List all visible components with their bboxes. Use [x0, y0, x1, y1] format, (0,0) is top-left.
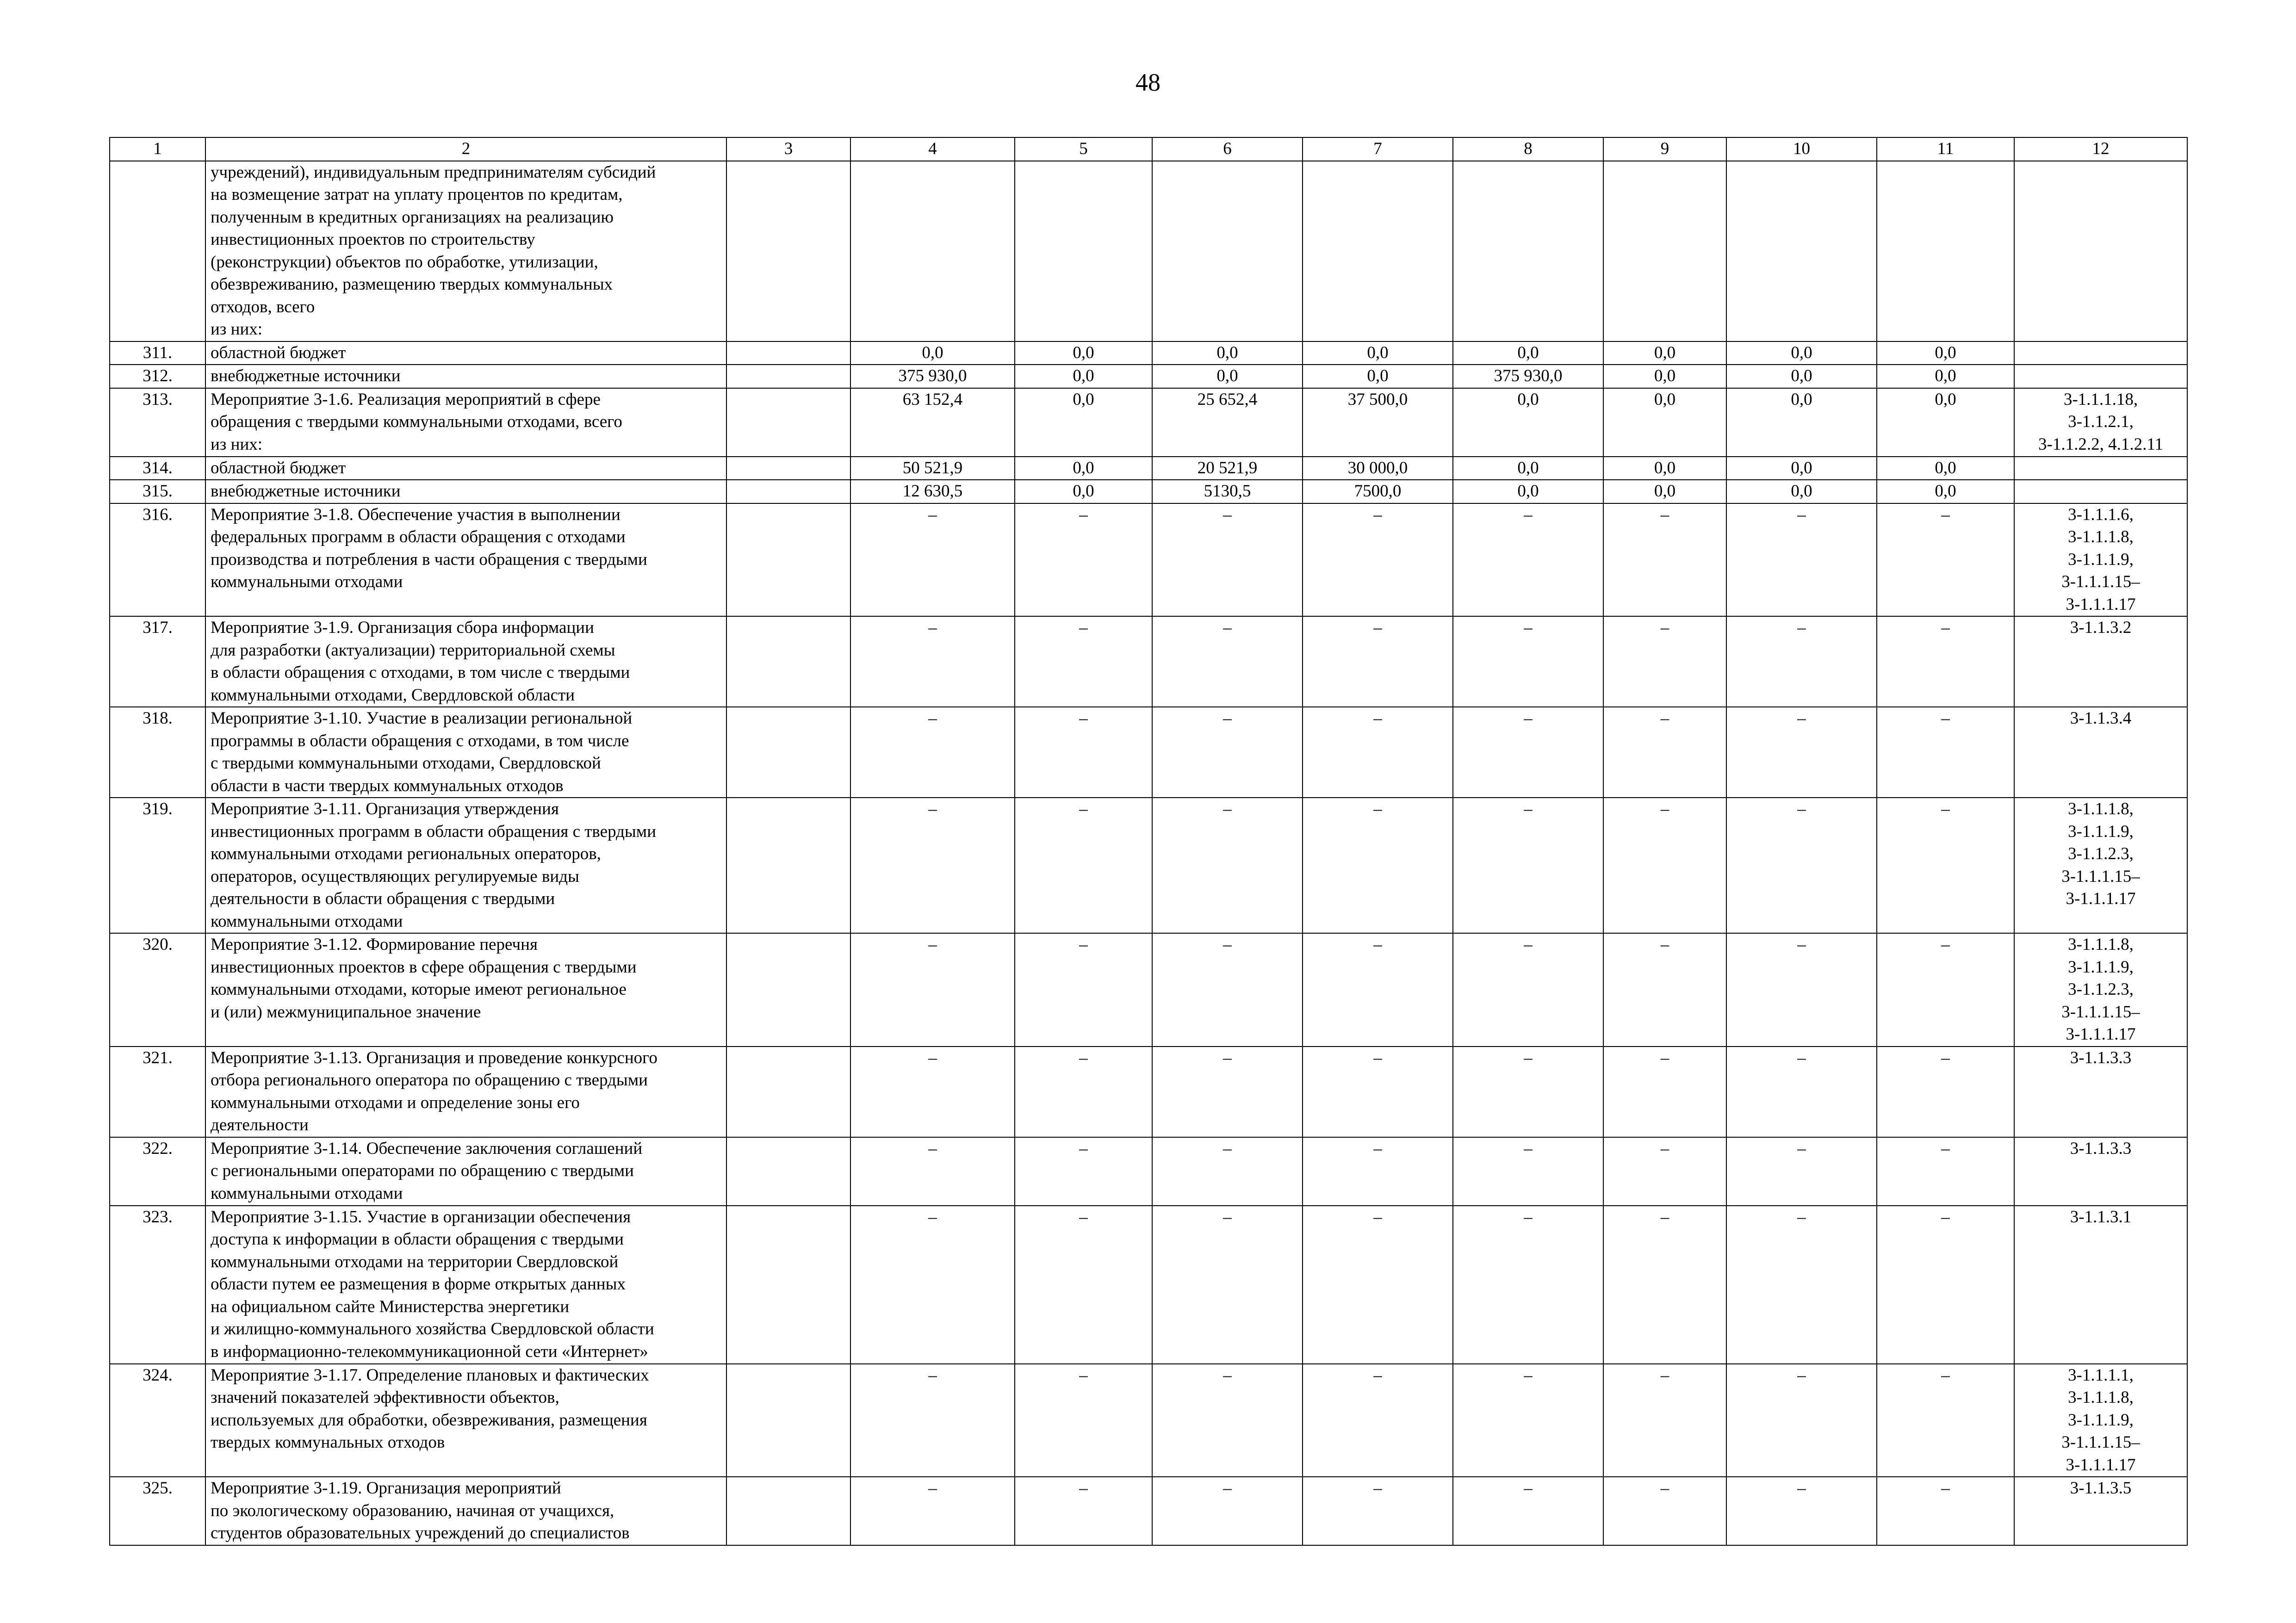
col-8-value: –	[1453, 1364, 1603, 1477]
col-10-value: –	[1726, 1137, 1877, 1206]
col-8-value: 0,0	[1453, 341, 1603, 365]
col-9-value	[1603, 161, 1726, 341]
col-4-value: –	[850, 1364, 1015, 1477]
col-10-value: 0,0	[1726, 365, 1877, 388]
activity-name: Мероприятие 3-1.8. Обеспечение участия в выполнении федеральных программ в области обращения с отходами производства и потребления в части обращения с твердыми коммунальными отходами	[205, 503, 726, 617]
col-6-value: –	[1152, 707, 1303, 798]
table-row	[110, 388, 2187, 457]
col-9-value: –	[1603, 1206, 1726, 1364]
col-4-value: 63 152,4	[850, 388, 1015, 457]
table-row	[110, 1047, 2187, 1137]
column-header: 11	[1877, 137, 2014, 161]
row-number: 319.	[110, 798, 205, 933]
table-row	[110, 1364, 2187, 1477]
col-9-value: –	[1603, 503, 1726, 617]
col-5-value: 0,0	[1015, 457, 1152, 480]
column-header: 9	[1603, 137, 1726, 161]
col-7-value: –	[1303, 1364, 1453, 1477]
col-6-value: –	[1152, 1047, 1303, 1137]
col-5-value: –	[1015, 933, 1152, 1047]
col-7-value: –	[1303, 933, 1453, 1047]
col-3-value	[726, 365, 850, 388]
target-indicators	[2014, 480, 2187, 503]
col-8-value: –	[1453, 503, 1603, 617]
row-number: 314.	[110, 457, 205, 480]
row-number: 317.	[110, 616, 205, 707]
col-7-value: –	[1303, 798, 1453, 933]
col-6-value: 0,0	[1152, 341, 1303, 365]
table-row	[110, 1477, 2187, 1545]
col-4-value: –	[850, 1206, 1015, 1364]
row-number: 312.	[110, 365, 205, 388]
col-10-value: 0,0	[1726, 341, 1877, 365]
col-11-value: 0,0	[1877, 480, 2014, 503]
col-3-value	[726, 161, 850, 341]
activity-name: областной бюджет	[205, 341, 726, 365]
column-header: 2	[205, 137, 726, 161]
col-10-value: –	[1726, 798, 1877, 933]
table-row	[110, 798, 2187, 933]
col-6-value: 25 652,4	[1152, 388, 1303, 457]
col-11-value: –	[1877, 503, 2014, 617]
col-10-value: –	[1726, 1364, 1877, 1477]
col-7-value: 0,0	[1303, 341, 1453, 365]
col-6-value: –	[1152, 798, 1303, 933]
activity-name: Мероприятие 3-1.13. Организация и проведение конкурсного отбора регионального оператора по обращению с твердыми коммунальными отходами и определение зоны его деятельности	[205, 1047, 726, 1137]
row-number: 316.	[110, 503, 205, 617]
col-9-value: –	[1603, 616, 1726, 707]
col-9-value: –	[1603, 1477, 1726, 1545]
target-indicators: 3-1.1.1.1, 3-1.1.1.8, 3-1.1.1.9, 3-1.1.1.15– 3-1.1.1.17	[2014, 1364, 2187, 1477]
col-10-value: –	[1726, 1477, 1877, 1545]
col-9-value: –	[1603, 1364, 1726, 1477]
col-6-value: –	[1152, 616, 1303, 707]
col-10-value: –	[1726, 503, 1877, 617]
col-8-value: –	[1453, 707, 1603, 798]
col-7-value: –	[1303, 1137, 1453, 1206]
col-10-value: –	[1726, 933, 1877, 1047]
col-5-value: –	[1015, 616, 1152, 707]
activity-name: Мероприятие 3-1.12. Формирование перечня инвестиционных проектов в сфере обращения с твердыми коммунальными отходами, которые имеют региональное и (или) межмуниципальное значение	[205, 933, 726, 1047]
col-7-value	[1303, 161, 1453, 341]
table-row	[110, 616, 2187, 707]
col-8-value: –	[1453, 616, 1603, 707]
target-indicators: 3-1.1.3.5	[2014, 1477, 2187, 1545]
col-10-value	[1726, 161, 1877, 341]
col-9-value: 0,0	[1603, 480, 1726, 503]
col-10-value: 0,0	[1726, 480, 1877, 503]
row-number: 320.	[110, 933, 205, 1047]
program-table	[109, 137, 2188, 1546]
col-4-value: –	[850, 616, 1015, 707]
column-header: 10	[1726, 137, 1877, 161]
col-11-value: –	[1877, 707, 2014, 798]
col-11-value	[1877, 161, 2014, 341]
table-row	[110, 365, 2187, 388]
col-7-value: 0,0	[1303, 365, 1453, 388]
row-number: 311.	[110, 341, 205, 365]
col-11-value: –	[1877, 798, 2014, 933]
col-4-value: –	[850, 1137, 1015, 1206]
activity-name: Мероприятие 3-1.9. Организация сбора информации для разработки (актуализации) территориальной схемы в области обращения с отходами, в том числе с твердыми коммунальными отходами, Свердловской области	[205, 616, 726, 707]
row-number: 323.	[110, 1206, 205, 1364]
activity-name: Мероприятие 3-1.15. Участие в организации обеспечения доступа к информации в области обращения с твердыми коммунальными отходами на территории Свердловской области путем ее размещения в форме открытых данных на официальном сайте Министерства энергетики и жилищно-коммунального хозяйства Свердловской области в информационно-телекоммуникационной сети «Интернет»	[205, 1206, 726, 1364]
col-3-value	[726, 1364, 850, 1477]
col-9-value: –	[1603, 1047, 1726, 1137]
col-5-value: 0,0	[1015, 341, 1152, 365]
target-indicators: 3-1.1.1.8, 3-1.1.1.9, 3-1.1.2.3, 3-1.1.1.15– 3-1.1.1.17	[2014, 798, 2187, 933]
row-number: 315.	[110, 480, 205, 503]
col-8-value	[1453, 161, 1603, 341]
col-4-value: –	[850, 707, 1015, 798]
col-6-value: –	[1152, 1206, 1303, 1364]
col-5-value: –	[1015, 1047, 1152, 1137]
col-5-value: –	[1015, 1477, 1152, 1545]
col-6-value: 0,0	[1152, 365, 1303, 388]
col-5-value	[1015, 161, 1152, 341]
col-11-value: –	[1877, 933, 2014, 1047]
col-7-value: –	[1303, 1047, 1453, 1137]
col-6-value: –	[1152, 1364, 1303, 1477]
col-8-value: –	[1453, 1137, 1603, 1206]
page-number: 48	[1136, 68, 1160, 96]
col-4-value	[850, 161, 1015, 341]
col-7-value: 30 000,0	[1303, 457, 1453, 480]
col-10-value: –	[1726, 616, 1877, 707]
table-row	[110, 503, 2187, 617]
col-3-value	[726, 388, 850, 457]
col-8-value: 0,0	[1453, 457, 1603, 480]
col-6-value: 20 521,9	[1152, 457, 1303, 480]
col-3-value	[726, 341, 850, 365]
col-11-value: 0,0	[1877, 341, 2014, 365]
table-row	[110, 161, 2187, 341]
col-9-value: 0,0	[1603, 341, 1726, 365]
row-number: 322.	[110, 1137, 205, 1206]
col-7-value: –	[1303, 1206, 1453, 1364]
col-4-value: 375 930,0	[850, 365, 1015, 388]
col-11-value: –	[1877, 1137, 2014, 1206]
col-3-value	[726, 616, 850, 707]
col-5-value: –	[1015, 1137, 1152, 1206]
column-header: 5	[1015, 137, 1152, 161]
col-5-value: 0,0	[1015, 480, 1152, 503]
col-5-value: 0,0	[1015, 388, 1152, 457]
activity-name: внебюджетные источники	[205, 480, 726, 503]
target-indicators: 3-1.1.3.1	[2014, 1206, 2187, 1364]
col-8-value: –	[1453, 1206, 1603, 1364]
col-7-value: –	[1303, 1477, 1453, 1545]
col-10-value: –	[1726, 707, 1877, 798]
col-8-value: 0,0	[1453, 388, 1603, 457]
col-10-value: 0,0	[1726, 457, 1877, 480]
target-indicators	[2014, 161, 2187, 341]
target-indicators: 3-1.1.3.2	[2014, 616, 2187, 707]
col-8-value: –	[1453, 798, 1603, 933]
row-number: 318.	[110, 707, 205, 798]
col-7-value: –	[1303, 503, 1453, 617]
column-header: 3	[726, 137, 850, 161]
col-11-value: –	[1877, 1477, 2014, 1545]
col-4-value: 50 521,9	[850, 457, 1015, 480]
row-number: 324.	[110, 1364, 205, 1477]
col-3-value	[726, 457, 850, 480]
col-7-value: –	[1303, 707, 1453, 798]
table-row	[110, 1206, 2187, 1364]
col-5-value: –	[1015, 1364, 1152, 1477]
target-indicators: 3-1.1.3.3	[2014, 1137, 2187, 1206]
col-3-value	[726, 1137, 850, 1206]
table-row	[110, 457, 2187, 480]
col-11-value: –	[1877, 1206, 2014, 1364]
col-8-value: 375 930,0	[1453, 365, 1603, 388]
col-9-value: 0,0	[1603, 457, 1726, 480]
activity-name: Мероприятие 3-1.6. Реализация мероприятий в сфере обращения с твердыми коммунальными отходами, всего из них:	[205, 388, 726, 457]
row-number: 325.	[110, 1477, 205, 1545]
activity-name: Мероприятие 3-1.11. Организация утверждения инвестиционных программ в области обращения с твердыми коммунальными отходами региональных операторов, операторов, осуществляющих регулируемые виды деятельности в области обращения с твердыми коммунальными отходами	[205, 798, 726, 933]
col-9-value: –	[1603, 798, 1726, 933]
col-10-value: –	[1726, 1047, 1877, 1137]
header-row	[110, 137, 2187, 161]
col-4-value: –	[850, 503, 1015, 617]
col-3-value	[726, 707, 850, 798]
col-7-value: 7500,0	[1303, 480, 1453, 503]
col-10-value: 0,0	[1726, 388, 1877, 457]
col-4-value: 0,0	[850, 341, 1015, 365]
row-number: 321.	[110, 1047, 205, 1137]
col-9-value: 0,0	[1603, 365, 1726, 388]
col-8-value: –	[1453, 933, 1603, 1047]
col-5-value: –	[1015, 798, 1152, 933]
col-3-value	[726, 1206, 850, 1364]
col-6-value: –	[1152, 933, 1303, 1047]
col-9-value: –	[1603, 707, 1726, 798]
col-11-value: –	[1877, 616, 2014, 707]
col-6-value: –	[1152, 1477, 1303, 1545]
column-header: 6	[1152, 137, 1303, 161]
col-11-value: –	[1877, 1364, 2014, 1477]
col-6-value: –	[1152, 1137, 1303, 1206]
col-5-value: –	[1015, 707, 1152, 798]
column-header: 4	[850, 137, 1015, 161]
col-11-value: 0,0	[1877, 457, 2014, 480]
col-3-value	[726, 1047, 850, 1137]
target-indicators	[2014, 457, 2187, 480]
column-header: 1	[110, 137, 205, 161]
activity-name: Мероприятие 3-1.17. Определение плановых и фактических значений показателей эффективности объектов, используемых для обработки, обезвреживания, размещения твердых коммунальных отходов	[205, 1364, 726, 1477]
row-number: 313.	[110, 388, 205, 457]
col-9-value: –	[1603, 933, 1726, 1047]
col-4-value: 12 630,5	[850, 480, 1015, 503]
target-indicators	[2014, 365, 2187, 388]
col-3-value	[726, 798, 850, 933]
table-row	[110, 341, 2187, 365]
col-5-value: 0,0	[1015, 365, 1152, 388]
col-5-value: –	[1015, 503, 1152, 617]
col-3-value	[726, 480, 850, 503]
activity-name: Мероприятие 3-1.10. Участие в реализации региональной программы в области обращения с отходами, в том числе с твердыми коммунальными отходами, Свердловской области в части твердых коммунальных отходов	[205, 707, 726, 798]
col-6-value	[1152, 161, 1303, 341]
col-8-value: –	[1453, 1047, 1603, 1137]
target-indicators	[2014, 341, 2187, 365]
target-indicators: 3-1.1.3.3	[2014, 1047, 2187, 1137]
col-5-value: –	[1015, 1206, 1152, 1364]
col-8-value: 0,0	[1453, 480, 1603, 503]
table-row	[110, 1137, 2187, 1206]
col-3-value	[726, 933, 850, 1047]
target-indicators: 3-1.1.3.4	[2014, 707, 2187, 798]
col-7-value: –	[1303, 616, 1453, 707]
col-4-value: –	[850, 798, 1015, 933]
col-4-value: –	[850, 1477, 1015, 1545]
row-number	[110, 161, 205, 341]
activity-name: Мероприятие 3-1.19. Организация мероприятий по экологическому образованию, начиная от учащихся, студентов образовательных учреждений до специалистов	[205, 1477, 726, 1545]
col-9-value: –	[1603, 1137, 1726, 1206]
col-4-value: –	[850, 1047, 1015, 1137]
table-row	[110, 707, 2187, 798]
col-7-value: 37 500,0	[1303, 388, 1453, 457]
activity-name: учреждений), индивидуальным предпринимателям субсидий на возмещение затрат на уплату процентов по кредитам, полученным в кредитных организациях на реализацию инвестиционных проектов по строительству (реконструкции) объектов по обработке, утилизации, обезвреживанию, размещению твердых коммунальных отходов, всего из них:	[205, 161, 726, 341]
target-indicators: 3-1.1.1.18, 3-1.1.2.1, 3-1.1.2.2, 4.1.2.11	[2014, 388, 2187, 457]
col-11-value: –	[1877, 1047, 2014, 1137]
col-3-value	[726, 1477, 850, 1545]
table-row	[110, 480, 2187, 503]
target-indicators: 3-1.1.1.8, 3-1.1.1.9, 3-1.1.2.3, 3-1.1.1.15– 3-1.1.1.17	[2014, 933, 2187, 1047]
target-indicators: 3-1.1.1.6, 3-1.1.1.8, 3-1.1.1.9, 3-1.1.1.15– 3-1.1.1.17	[2014, 503, 2187, 617]
col-10-value: –	[1726, 1206, 1877, 1364]
col-3-value	[726, 503, 850, 617]
col-6-value: –	[1152, 503, 1303, 617]
column-header: 8	[1453, 137, 1603, 161]
col-9-value: 0,0	[1603, 388, 1726, 457]
activity-name: областной бюджет	[205, 457, 726, 480]
col-4-value: –	[850, 933, 1015, 1047]
table-row	[110, 933, 2187, 1047]
col-11-value: 0,0	[1877, 388, 2014, 457]
col-8-value: –	[1453, 1477, 1603, 1545]
col-6-value: 5130,5	[1152, 480, 1303, 503]
column-header: 12	[2014, 137, 2187, 161]
activity-name: внебюджетные источники	[205, 365, 726, 388]
activity-name: Мероприятие 3-1.14. Обеспечение заключения соглашений с региональными операторами по обращению с твердыми коммунальными отходами	[205, 1137, 726, 1206]
col-11-value: 0,0	[1877, 365, 2014, 388]
column-header: 7	[1303, 137, 1453, 161]
